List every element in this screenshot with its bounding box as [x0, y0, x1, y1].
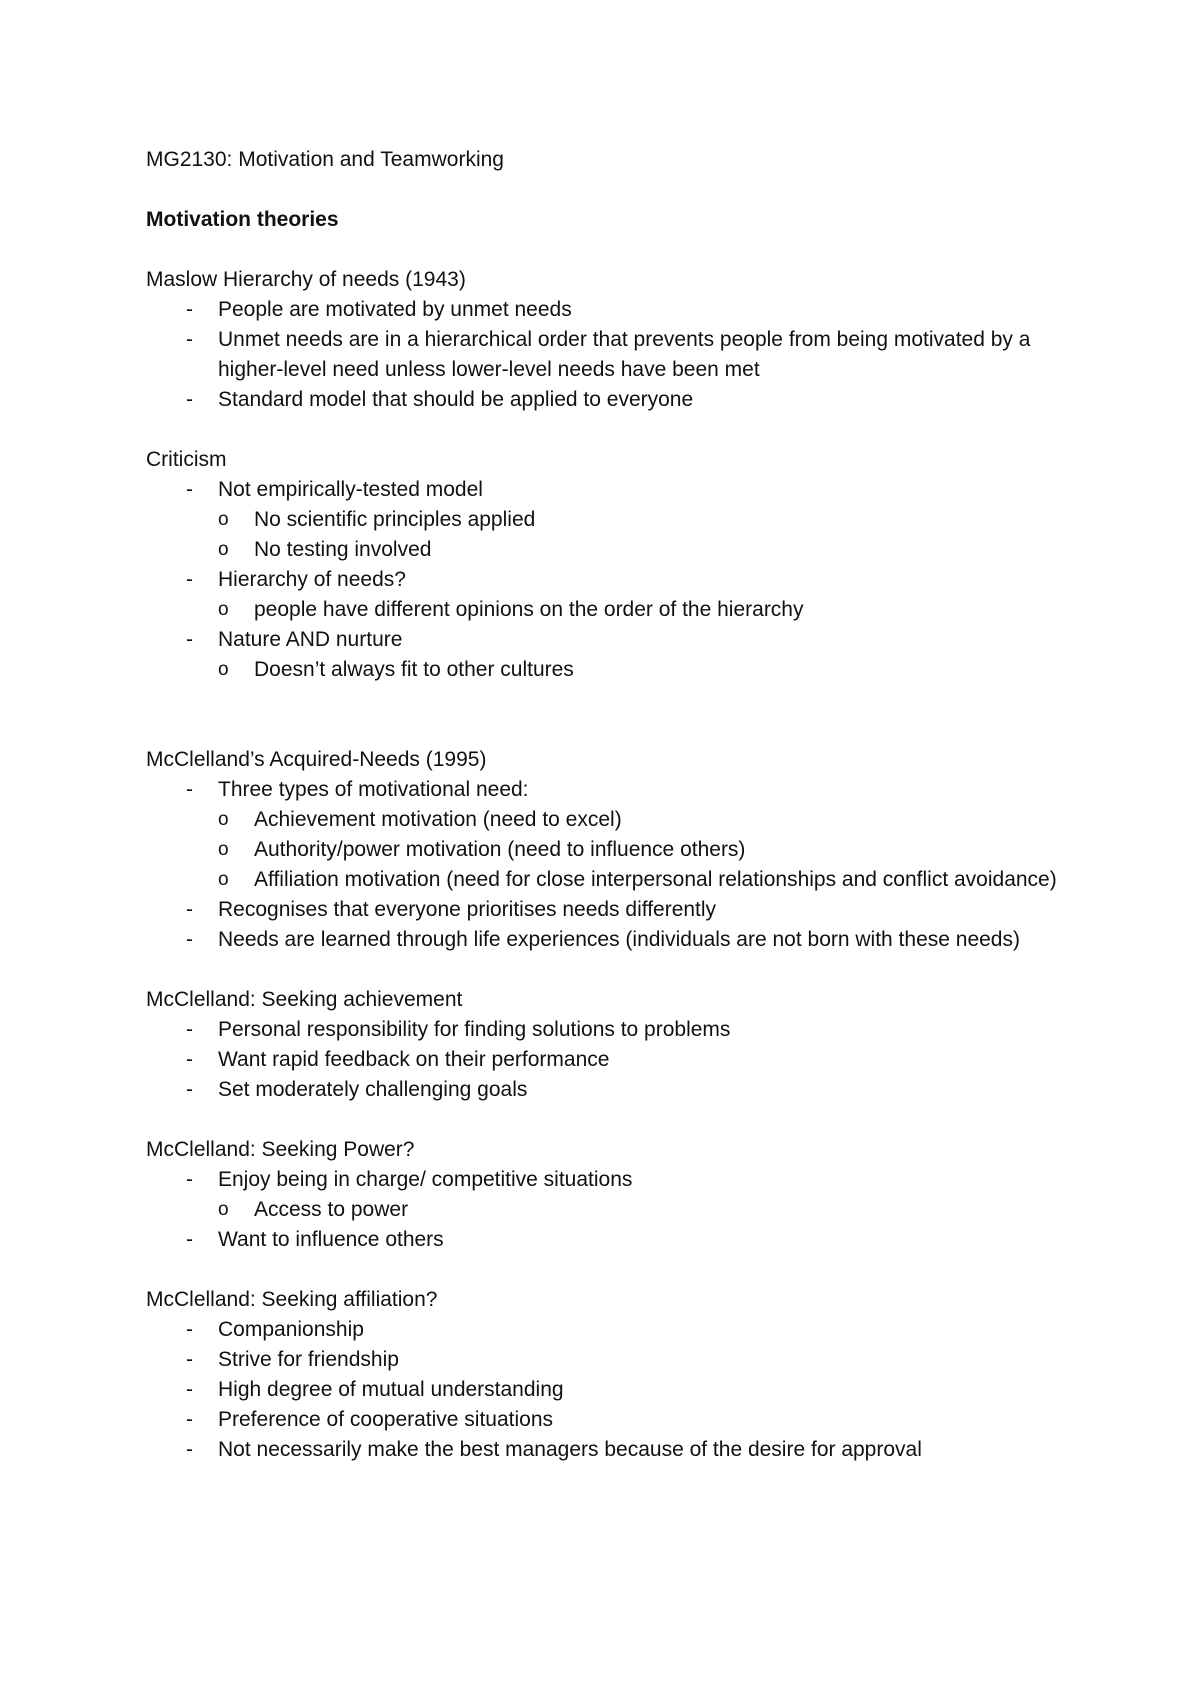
sections-container	[146, 265, 1066, 1465]
bullet-list	[146, 475, 1066, 685]
bullet-list	[146, 1015, 1066, 1105]
list-item-text: Unmet needs are in a hierarchical order that prevents people from being motivated by a higher-level need unless lower-level needs have been met	[218, 328, 1031, 381]
dash-bullet-icon: -	[186, 1408, 193, 1431]
list-item	[146, 895, 1066, 925]
circle-bullet-icon: o	[218, 869, 229, 890]
dash-bullet-icon: -	[186, 1378, 193, 1401]
dash-bullet-icon: -	[186, 568, 193, 591]
section-title: Criticism	[146, 448, 227, 471]
dash-bullet-icon: -	[186, 898, 193, 921]
bullet-list	[146, 295, 1066, 415]
paragraph-spacer	[146, 415, 1066, 445]
dash-bullet-icon: -	[186, 628, 193, 651]
paragraph-spacer	[146, 685, 1066, 745]
dash-bullet-icon: -	[186, 328, 193, 351]
list-item-text: Enjoy being in charge/ competitive situations	[218, 1168, 633, 1191]
list-item-text: Standard model that should be applied to everyone	[218, 388, 694, 411]
list-item-text: Recognises that everyone prioritises needs differently	[218, 898, 717, 921]
dash-bullet-icon: -	[186, 1018, 193, 1041]
sub-list-item	[218, 655, 1066, 685]
sub-list-item-text: No testing involved	[254, 538, 432, 561]
list-item-text: Companionship	[218, 1318, 364, 1341]
paragraph-spacer	[146, 1255, 1066, 1285]
list-item	[146, 325, 1066, 385]
dash-bullet-icon: -	[186, 1048, 193, 1071]
dash-bullet-icon: -	[186, 388, 193, 411]
circle-bullet-icon: o	[218, 839, 229, 860]
document-title: MG2130: Motivation and Teamworking	[146, 148, 504, 171]
list-item	[146, 475, 1066, 565]
circle-bullet-icon: o	[218, 509, 229, 530]
dash-bullet-icon: -	[186, 1228, 193, 1251]
list-item	[146, 1315, 1066, 1345]
circle-bullet-icon: o	[218, 809, 229, 830]
sub-list-item	[218, 805, 1066, 835]
dash-bullet-icon: -	[186, 1168, 193, 1191]
section-title: McClelland’s Acquired-Needs (1995)	[146, 748, 487, 771]
list-item-text: Want to influence others	[218, 1228, 444, 1251]
list-item	[146, 295, 1066, 325]
sub-list-item	[218, 835, 1066, 865]
dash-bullet-icon: -	[186, 1318, 193, 1341]
list-item-text: Three types of motivational need:	[218, 778, 529, 801]
dash-bullet-icon: -	[186, 1348, 193, 1371]
list-item	[146, 1015, 1066, 1045]
circle-bullet-icon: o	[218, 1199, 229, 1220]
list-item-text: Not empirically-tested model	[218, 478, 483, 501]
list-item	[146, 1375, 1066, 1405]
sub-list-item-text: No scientific principles applied	[254, 508, 536, 531]
list-item	[146, 775, 1066, 895]
sub-list-item-text: Doesn’t always fit to other cultures	[254, 658, 574, 681]
sub-list-item	[218, 505, 1066, 535]
sub-list-item-text: Access to power	[254, 1198, 409, 1221]
sub-bullet-list	[218, 595, 1066, 625]
document-page	[146, 145, 1066, 1465]
list-item	[146, 1345, 1066, 1375]
list-item-text: Nature AND nurture	[218, 628, 403, 651]
list-item-text: Set moderately challenging goals	[218, 1078, 528, 1101]
list-item	[146, 1165, 1066, 1225]
list-item-text: Hierarchy of needs?	[218, 568, 406, 591]
circle-bullet-icon: o	[218, 599, 229, 620]
list-item-text: Strive for friendship	[218, 1348, 399, 1371]
sub-list-item	[218, 865, 1066, 895]
sub-bullet-list	[218, 655, 1066, 685]
dash-bullet-icon: -	[186, 1078, 193, 1101]
section-heading: Motivation theories	[146, 208, 339, 231]
list-item	[146, 1405, 1066, 1435]
sub-list-item	[218, 1195, 1066, 1225]
paragraph-spacer	[146, 1105, 1066, 1135]
list-item-text: Not necessarily make the best managers because of the desire for approval	[218, 1438, 922, 1461]
bullet-list	[146, 1165, 1066, 1255]
list-item	[146, 925, 1066, 955]
sub-list-item-text: Achievement motivation (need to excel)	[254, 808, 622, 831]
sub-bullet-list	[218, 505, 1066, 565]
list-item-text: High degree of mutual understanding	[218, 1378, 564, 1401]
list-item-text: Preference of cooperative situations	[218, 1408, 554, 1431]
section-title: McClelland: Seeking achievement	[146, 988, 463, 1011]
dash-bullet-icon: -	[186, 778, 193, 801]
bullet-list	[146, 775, 1066, 955]
section-title: McClelland: Seeking affiliation?	[146, 1288, 438, 1311]
dash-bullet-icon: -	[186, 928, 193, 951]
dash-bullet-icon: -	[186, 478, 193, 501]
list-item	[146, 565, 1066, 625]
sub-list-item	[218, 595, 1066, 625]
dash-bullet-icon: -	[186, 298, 193, 321]
list-item-text: People are motivated by unmet needs	[218, 298, 572, 321]
list-item-text: Want rapid feedback on their performance	[218, 1048, 610, 1071]
list-item	[146, 1075, 1066, 1105]
section-title: McClelland: Seeking Power?	[146, 1138, 415, 1161]
bullet-list	[146, 1315, 1066, 1465]
list-item	[146, 1045, 1066, 1075]
sub-bullet-list	[218, 1195, 1066, 1225]
sub-list-item-text: Affiliation motivation (need for close interpersonal relationships and conflict avoidance)	[254, 868, 1057, 891]
dash-bullet-icon: -	[186, 1438, 193, 1461]
circle-bullet-icon: o	[218, 539, 229, 560]
paragraph-spacer	[146, 955, 1066, 985]
sub-list-item-text: people have different opinions on the order of the hierarchy	[254, 598, 804, 621]
list-item	[146, 385, 1066, 415]
list-item-text: Needs are learned through life experiences (individuals are not born with these needs)	[218, 928, 1020, 951]
sub-list-item	[218, 535, 1066, 565]
list-item-text: Personal responsibility for finding solutions to problems	[218, 1018, 731, 1041]
list-item	[146, 625, 1066, 685]
list-item	[146, 1225, 1066, 1255]
sub-list-item-text: Authority/power motivation (need to influence others)	[254, 838, 746, 861]
list-item	[146, 1435, 1066, 1465]
circle-bullet-icon: o	[218, 659, 229, 680]
section-title: Maslow Hierarchy of needs (1943)	[146, 268, 466, 291]
sub-bullet-list	[218, 805, 1066, 895]
